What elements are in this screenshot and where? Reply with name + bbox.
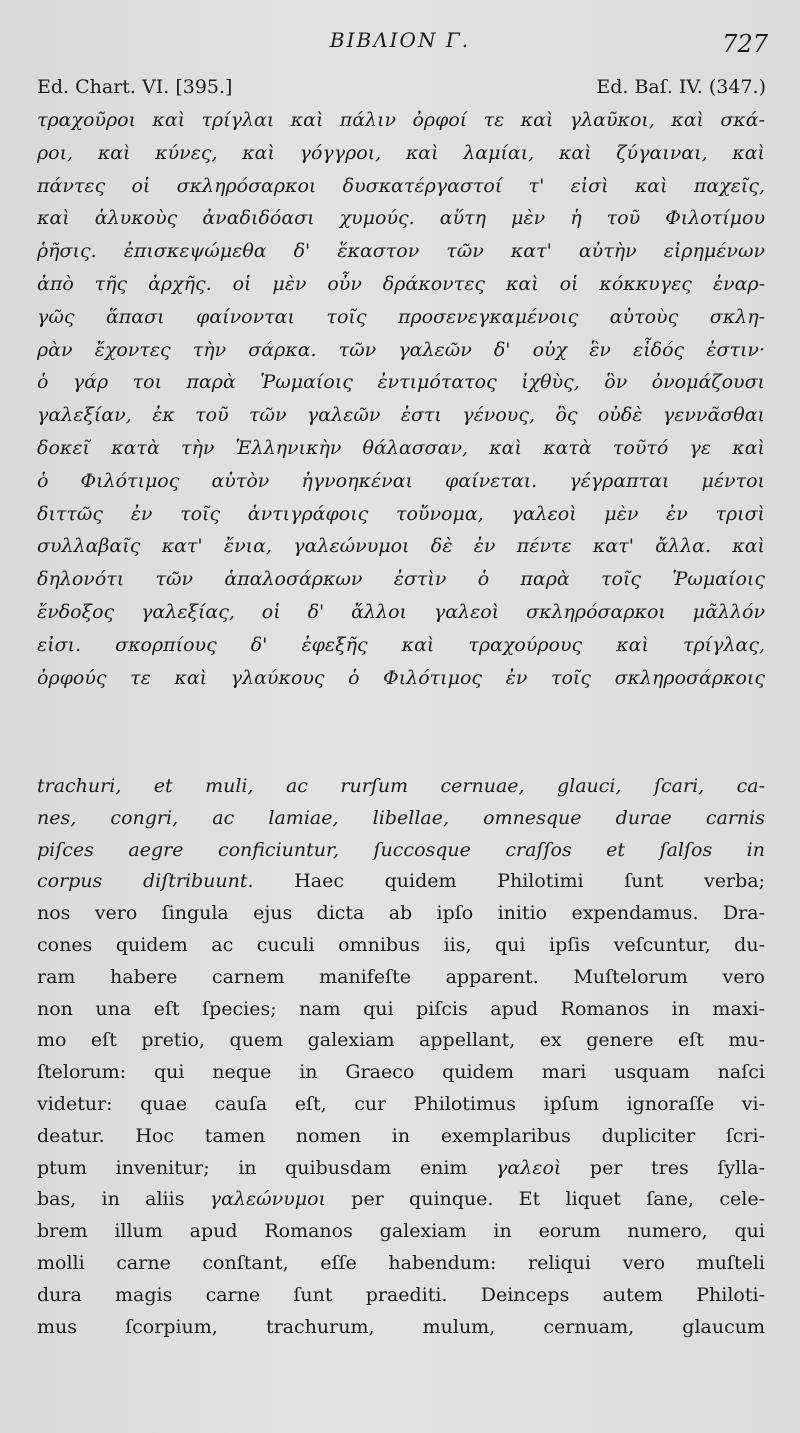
greek-line: δοκεῖ κατὰ τὴν Ἑλληνικὴν θάλασσαν, καὶ κατὰ τοῦτό γε καὶ <box>37 436 765 459</box>
text-span: per quinque. Et liquet ſane, cele- <box>326 1188 765 1211</box>
latin-line <box>37 994 765 1026</box>
text-span: non una eſt ſpecies; nam qui piſcis apud Romanos in maxi- <box>37 997 765 1020</box>
latin-line <box>37 866 765 898</box>
greek-line: συλλαβαῖς κατ' ἔνια, γαλεώνυμοι δὲ ἐν πέντε κατ' ἄλλα. καὶ <box>37 535 765 558</box>
greek-line: ὀρφούς τε καὶ γλαύκους ὁ Φιλότιμος ἐν τοῖς σκληροσάρκοις <box>37 666 765 689</box>
latin-line <box>37 898 765 930</box>
latin-line <box>37 1216 765 1248</box>
running-head: ΒΙΒΛΙΟΝ Γ. <box>329 28 471 52</box>
text-span: brem illum apud Romanos galexiam in eorum numero, qui <box>37 1220 765 1243</box>
text-span: deatur. Hoc tamen nomen in exemplaribus dupliciter ſcri- <box>37 1124 765 1147</box>
greek-line: ροι, καὶ κύνες, καὶ γόγγροι, καὶ λαμίαι, καὶ ζύγαιναι, καὶ <box>37 141 765 164</box>
edition-reference-right: Ed. Baſ. IV. (347.) <box>596 76 766 98</box>
latin-line <box>37 1121 765 1153</box>
greek-line: γῶς ἅπασι φαίνονται τοῖς προσενεγκαμένοις αὐτοὺς σκλη- <box>37 305 765 328</box>
latin-translation-block <box>37 771 765 1343</box>
latin-line <box>37 771 765 803</box>
greek-line: ρὰν ἔχοντες τὴν σάρκα. τῶν γαλεῶν δ' οὐχ ἓν εἶδός ἐστιν· <box>37 338 765 361</box>
greek-line: διττῶς ἐν τοῖς ἀντιγράφοις τοὔνομα, γαλεοὶ μὲν ἐν τρισὶ <box>37 502 765 525</box>
text-span: bas, in aliis <box>37 1188 210 1211</box>
latin-line <box>37 1057 765 1089</box>
latin-line <box>37 1248 765 1280</box>
greek-line: πάντες οἱ σκληρόσαρκοι δυσκατέργαστοί τ' εἰσὶ καὶ παχεῖς, <box>37 174 765 197</box>
italic-text-span: γαλεοὶ <box>496 1156 562 1179</box>
text-span: molli carne conſtant, eſſe habendum: reliqui vero muſteli <box>37 1251 765 1274</box>
italic-text-span: piſces aegre conficiuntur, ſuccosque craſſos et ſalſos in <box>37 838 765 861</box>
text-span: dura magis carne ſunt praediti. Deinceps autem Philoti- <box>37 1283 765 1306</box>
latin-line <box>37 1025 765 1057</box>
edition-reference-left: Ed. Chart. VI. [395.] <box>37 76 233 98</box>
text-span: ptum invenitur; in quibusdam enim <box>37 1156 497 1179</box>
latin-line <box>37 803 765 835</box>
italic-text-span: trachuri, et muli, ac rurſum cernuae, glauci, ſcari, ca- <box>37 775 765 797</box>
greek-line: δηλονότι τῶν ἁπαλοσάρκων ἐστὶν ὁ παρὰ τοῖς Ῥωμαίοις <box>37 568 765 591</box>
italic-text-span: corpus diſtribuunt. <box>37 870 254 893</box>
latin-line <box>37 1280 765 1312</box>
greek-line: ῥῆσις. ἐπισκεψώμεθα δ' ἕκαστον τῶν κατ' αὐτὴν εἰρημένων <box>37 240 765 263</box>
latin-line <box>37 1312 765 1344</box>
text-span: per tres ſylla- <box>561 1156 765 1179</box>
greek-line: ὁ Φιλότιμος αὐτὸν ἠγνοηκέναι φαίνεται. γέγραπται μέντοι <box>37 469 765 492</box>
latin-line <box>37 930 765 962</box>
greek-text-block <box>37 104 765 694</box>
text-span: cones quidem ac cuculi omnibus iis, qui ipſis veſcuntur, du- <box>37 933 765 956</box>
text-span: ram habere carnem manifeſte apparent. Muſtelorum vero <box>37 965 765 988</box>
italic-text-span: nes, congri, ac lamiae, libellae, omnesque durae carnis <box>37 806 765 829</box>
greek-line: ἔνδοξος γαλεξίας, οἱ δ' ἄλλοι γαλεοὶ σκληρόσαρκοι μᾶλλόν <box>37 600 765 623</box>
text-span: Haec quidem Philotimi ſunt verba; <box>253 870 765 893</box>
greek-line: εἰσι. σκορπίους δ' ἐφεξῆς καὶ τραχούρους καὶ τρίγλας, <box>37 633 765 656</box>
latin-line <box>37 962 765 994</box>
latin-line <box>37 1153 765 1185</box>
text-span: videtur: quae cauſa eſt, cur Philotimus ipſum ignoraſſe vi- <box>37 1092 765 1115</box>
greek-line: γαλεξίαν, ἐκ τοῦ τῶν γαλεῶν ἐστι γένους, ὃς οὐδὲ γεννᾶσθαι <box>37 404 765 427</box>
text-span: mo eſt pretio, quem galexiam appellant, ex genere eſt mu- <box>37 1029 765 1052</box>
text-span: mus ſcorpium, trachurum, mulum, cernuam, glaucum <box>37 1315 765 1338</box>
page-number: 727 <box>722 30 768 58</box>
greek-line: καὶ ἁλυκοὺς ἀναδιδόασι χυμούς. αὕτη μὲν ἡ τοῦ Φιλοτίμου <box>37 207 765 230</box>
latin-line <box>37 1184 765 1216</box>
text-span: nos vero ſingula ejus dicta ab ipſo initio expendamus. Dra- <box>37 902 765 925</box>
greek-line: τραχοῦροι καὶ τρίγλαι καὶ πάλιν ὀρφοί τε καὶ γλαῦκοι, καὶ σκά- <box>37 109 765 131</box>
greek-line: ἀπὸ τῆς ἀρχῆς. οἱ μὲν οὖν δράκοντες καὶ οἱ κόκκυγες ἐναρ- <box>37 272 765 295</box>
greek-line: ὁ γάρ τοι παρὰ Ῥωμαίοις ἐντιμότατος ἰχθὺς, ὃν ὀνομάζουσι <box>37 371 765 394</box>
latin-line <box>37 835 765 867</box>
italic-text-span: γαλεώνυμοι <box>209 1188 326 1211</box>
text-span: ſtelorum: qui neque in Graeco quidem mari usquam naſci <box>37 1061 765 1084</box>
latin-line <box>37 1089 765 1121</box>
